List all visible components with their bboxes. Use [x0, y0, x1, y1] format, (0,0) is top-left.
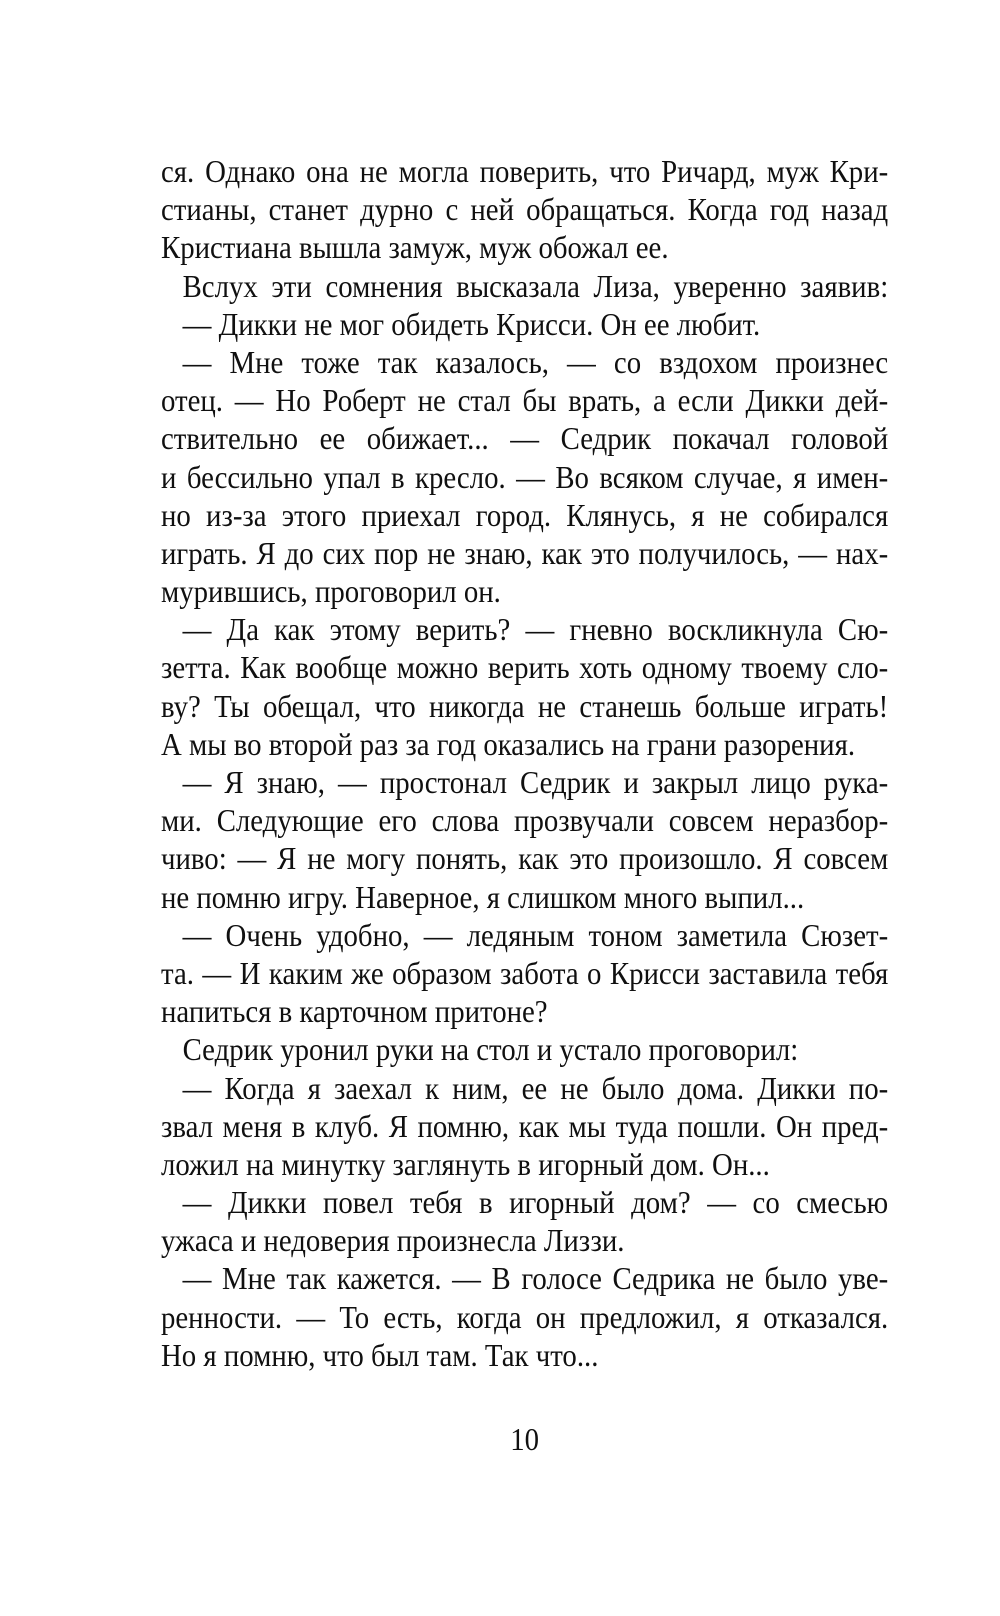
- text-line: не помню игру. Наверное, я слишком много выпил...: [161, 878, 805, 915]
- text-line: ствительно ее обижает... — Седрик покачал головой: [161, 420, 889, 457]
- paragraph: [161, 916, 888, 1031]
- text-line: звал меня в клуб. Я помню, как мы туда пошли. Он пред-: [161, 1107, 889, 1144]
- text-line: мурившись, проговорил он.: [161, 573, 501, 610]
- text-line: Седрик уронил руки на стол и устало проговорил:: [182, 1031, 799, 1068]
- text-line: стианы, станет дурно с ней обращаться. Когда год назад: [161, 191, 889, 228]
- page-text: [161, 152, 888, 1458]
- text-line: отец. — Но Роберт не стал бы врать, а если Дикки дей-: [161, 382, 889, 419]
- text-line: ся. Однако она не могла поверить, что Ричард, муж Кри-: [161, 153, 889, 189]
- text-line: зетта. Как вообще можно верить хоть одному твоему сло-: [161, 649, 889, 686]
- text-line: — Дикки не мог обидеть Крисси. Он ее любит.: [182, 305, 761, 342]
- text-line: — Когда я заехал к ним, ее не было дома. Дикки по-: [182, 1069, 889, 1106]
- text-line: чиво: — Я не могу понять, как это произошло. Я совсем: [161, 840, 889, 877]
- text-line: та. — И каким же образом забота о Крисси заставила тебя: [161, 954, 889, 991]
- paragraph: [161, 610, 888, 763]
- text-line: напиться в карточном притоне?: [161, 993, 548, 1030]
- paragraph: [161, 1030, 888, 1068]
- text-line: — Дикки повел тебя в игорный дом? — со смесью: [182, 1184, 889, 1221]
- paragraph: [161, 267, 888, 305]
- text-line: но из-за этого приехал город. Клянусь, я не собирался: [161, 496, 889, 533]
- paragraph: [161, 152, 888, 267]
- text-line: Вслух эти сомнения высказала Лиза, уверенно заявив:: [182, 267, 889, 304]
- text-line: ложил на минутку заглянуть в игорный дом. Он...: [161, 1145, 770, 1182]
- paragraph: [161, 1183, 888, 1259]
- text-line: Кристиана вышла замуж, муж обожал ее.: [161, 229, 669, 266]
- text-line: ренности. — То есть, когда он предложил, я отказался.: [161, 1298, 889, 1335]
- text-line: играть. Я до сих пор не знаю, как это получилось, — нах-: [161, 534, 889, 571]
- paragraph: [161, 343, 888, 610]
- text-line: — Да как этому верить? — гневно воскликнула Сю-: [182, 611, 889, 648]
- paragraph: [161, 1259, 888, 1374]
- paragraph: [161, 305, 888, 343]
- text-line: А мы во второй раз за год оказались на грани разорения.: [161, 725, 856, 762]
- text-line: — Я знаю, — простонал Седрик и закрыл лицо рука-: [182, 764, 889, 800]
- text-line: ми. Следующие его слова прозвучали совсем неразбор-: [161, 802, 889, 839]
- text-line: и бессильно упал в кресло. — Во всяком случае, я имен-: [161, 458, 889, 495]
- text-line: ужаса и недоверия произнесла Лиззи.: [161, 1222, 625, 1259]
- text-line: — Мне так кажется. — В голосе Седрика не было уве-: [182, 1260, 889, 1297]
- paragraph: [161, 1069, 888, 1184]
- text-line: — Мне тоже так казалось, — со вздохом произнес: [182, 343, 889, 380]
- paragraph: [161, 763, 888, 916]
- page-number: 10: [510, 1421, 539, 1457]
- text-line: — Очень удобно, — ледяным тоном заметила Сюзет-: [182, 916, 889, 953]
- text-line: ву? Ты обещал, что никогда не станешь больше играть!: [161, 687, 889, 724]
- text-line: Но я помню, что был там. Так что...: [161, 1336, 599, 1373]
